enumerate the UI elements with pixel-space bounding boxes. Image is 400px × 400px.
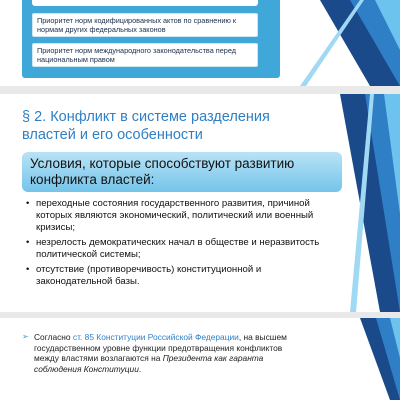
bullet-item <box>26 198 338 234</box>
slide-2 <box>0 94 400 312</box>
bullet-item <box>26 264 338 288</box>
bullet-list <box>26 198 338 291</box>
slide-title: § 2. Конфликт в системе разделения властей и его особенности <box>22 109 270 143</box>
paragraph-text: . <box>138 363 142 374</box>
bullet-text: незрелость демократических начал в обществе и неразвитость политической системы; <box>36 237 320 260</box>
bullet-icon: • <box>26 198 30 209</box>
slide-decoration <box>280 0 400 86</box>
note-tab <box>32 0 258 6</box>
paragraph-text: , на высшем государственном уровне функции предотвращения конфликтов между властями возлагаются на <box>34 332 287 363</box>
bullet-icon: • <box>26 237 30 248</box>
slide-1 <box>0 0 400 86</box>
bullet-text: отсутствие (противоречивость) конституционной и законодательной базы. <box>36 264 262 287</box>
paragraph-text: Согласно <box>34 332 73 342</box>
slide-decoration <box>310 318 400 400</box>
highlight-box: Условия, которые способствуют развитию конфликта властей: <box>22 152 342 192</box>
note-item: Приоритет норм международного законодательства перед национальным правом <box>32 43 258 67</box>
slide-text <box>22 332 304 374</box>
bullet-icon: • <box>26 264 30 275</box>
constitution-article-link[interactable]: ст. 85 Конституции Российской Федерации <box>72 332 239 342</box>
paragraph <box>22 332 304 374</box>
bullet-text: переходные состояния государственного развития, причиной которых являются экономический, политический или военный кризисы; <box>36 198 314 233</box>
paragraph-italic: Президента как гаранта соблюдения Конституции <box>34 353 264 374</box>
arrow-bullet-icon: ➢ <box>22 332 29 341</box>
bullet-item <box>26 237 338 261</box>
note-item: Приоритет норм кодифицированных актов по сравнению к нормам других федеральных законов <box>32 13 258 37</box>
slide-3 <box>0 318 400 400</box>
